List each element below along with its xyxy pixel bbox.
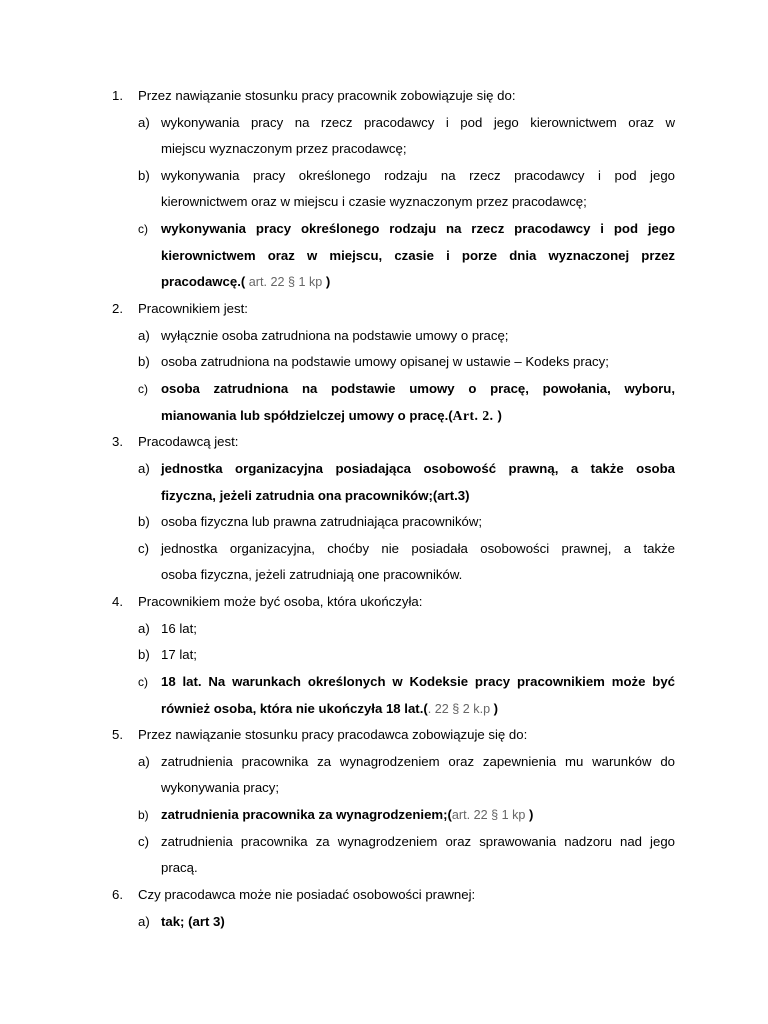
question-text: Pracownikiem może być osoba, która ukończyła: bbox=[138, 594, 423, 609]
question-number: 3. bbox=[112, 434, 123, 449]
closing-paren: ) bbox=[325, 274, 331, 289]
answer-text-correct bbox=[161, 408, 502, 424]
answer-text: jednostka organizacyjna, choćby nie posiadała osobowości prawnej, a także bbox=[161, 541, 675, 556]
answer-letter: a) bbox=[138, 914, 150, 929]
answer-text: zatrudnienia pracownika za wynagrodzeniem oraz sprawowania nadzoru nad jego bbox=[161, 834, 675, 849]
answer-text-part: mianowania lub spółdzielczej umowy o pracę.( bbox=[161, 408, 453, 423]
question-text: Przez nawiązanie stosunku pracy pracodawca zobowiązuje się do: bbox=[138, 727, 528, 742]
answer-letter: c) bbox=[138, 541, 149, 556]
closing-paren: ) bbox=[493, 701, 498, 716]
question-number: 5. bbox=[112, 727, 123, 742]
answer-letter: c) bbox=[138, 675, 148, 689]
answer-letter: c) bbox=[138, 834, 149, 849]
question-number: 6. bbox=[112, 887, 123, 902]
legal-reference: . 22 § 2 k.p bbox=[427, 702, 494, 716]
answer-letter: a) bbox=[138, 621, 150, 636]
answer-text-correct: kierownictwem oraz w miejscu, czasie i porze dnia wyznaczonej przez bbox=[161, 248, 675, 263]
answer-text: wykonywania pracy określonego rodzaju na rzecz pracodawcy i pod jego bbox=[161, 168, 675, 183]
answer-letter: a) bbox=[138, 461, 150, 476]
answer-letter: b) bbox=[138, 514, 150, 529]
legal-reference: Art. 2. bbox=[452, 408, 498, 423]
answer-letter: b) bbox=[138, 168, 150, 183]
answer-text-correct: jednostka organizacyjna posiadająca osobowość prawną, a także osoba bbox=[161, 461, 675, 476]
answer-text: kierownictwem oraz w miejscu i czasie wyznaczonym przez pracodawcę; bbox=[161, 194, 587, 209]
answer-letter: a) bbox=[138, 754, 150, 769]
answer-letter: a) bbox=[138, 328, 150, 343]
answer-text-correct: 18 lat. Na warunkach określonych w Kodeksie pracy pracownikiem może być bbox=[161, 674, 675, 689]
answer-text-correct: osoba zatrudniona na podstawie umowy o pracę, powołania, wyboru, bbox=[161, 381, 675, 396]
answer-text: osoba fizyczna lub prawna zatrudniająca pracowników; bbox=[161, 514, 483, 529]
answer-text: 16 lat; bbox=[161, 621, 197, 636]
answer-text: miejscu wyznaczonym przez pracodawcę; bbox=[161, 141, 407, 156]
answer-letter: a) bbox=[138, 115, 150, 130]
question-text: Pracownikiem jest: bbox=[138, 301, 248, 316]
question-number: 4. bbox=[112, 594, 123, 609]
answer-text: wykonywania pracy; bbox=[161, 780, 280, 795]
closing-paren: ) bbox=[528, 807, 534, 822]
answer-letter: c) bbox=[138, 382, 148, 396]
answer-text-part: zatrudnienia pracownika za wynagrodzeniem;( bbox=[161, 807, 452, 822]
question-text: Pracodawcą jest: bbox=[138, 434, 239, 449]
answer-letter: c) bbox=[138, 222, 148, 236]
question-text: Czy pracodawca może nie posiadać osobowości prawnej: bbox=[138, 887, 476, 902]
question-number: 2. bbox=[112, 301, 123, 316]
answer-text: 17 lat; bbox=[161, 647, 197, 662]
legal-reference: art. 22 § 1 kp bbox=[451, 808, 529, 822]
answer-letter: b) bbox=[138, 354, 150, 369]
closing-paren: ) bbox=[497, 408, 502, 423]
answer-text-correct: tak; (art 3) bbox=[161, 914, 225, 929]
answer-text: wykonywania pracy na rzecz pracodawcy i pod jego kierownictwem oraz w bbox=[161, 115, 675, 130]
answer-text-correct bbox=[161, 807, 533, 823]
answer-text: wyłącznie osoba zatrudniona na podstawie umowy o pracę; bbox=[161, 328, 509, 343]
question-text: Przez nawiązanie stosunku pracy pracownik zobowiązuje się do: bbox=[138, 88, 516, 103]
answer-text: osoba zatrudniona na podstawie umowy opisanej w ustawie – Kodeks pracy; bbox=[161, 354, 609, 369]
question-number: 1. bbox=[112, 88, 123, 103]
answer-text: osoba fizyczna, jeżeli zatrudniają one pracowników. bbox=[161, 567, 463, 582]
answer-text-correct bbox=[161, 701, 498, 717]
legal-reference: art. 22 § 1 kp bbox=[245, 275, 326, 289]
answer-text-correct bbox=[161, 274, 330, 290]
answer-text-correct: fizyczna, jeżeli zatrudnia ona pracowników;(art.3) bbox=[161, 488, 470, 503]
answer-text-part: również osoba, która nie ukończyła 18 lat.( bbox=[161, 701, 428, 716]
answer-text-part: pracodawcę.( bbox=[161, 274, 246, 289]
answer-letter: b) bbox=[138, 808, 149, 822]
answer-text-correct: wykonywania pracy określonego rodzaju na rzecz pracodawcy i pod jego bbox=[161, 221, 675, 236]
answer-text: zatrudnienia pracownika za wynagrodzeniem oraz zapewnienia mu warunków do bbox=[161, 754, 675, 769]
answer-letter: b) bbox=[138, 647, 150, 662]
answer-text: pracą. bbox=[161, 860, 198, 875]
